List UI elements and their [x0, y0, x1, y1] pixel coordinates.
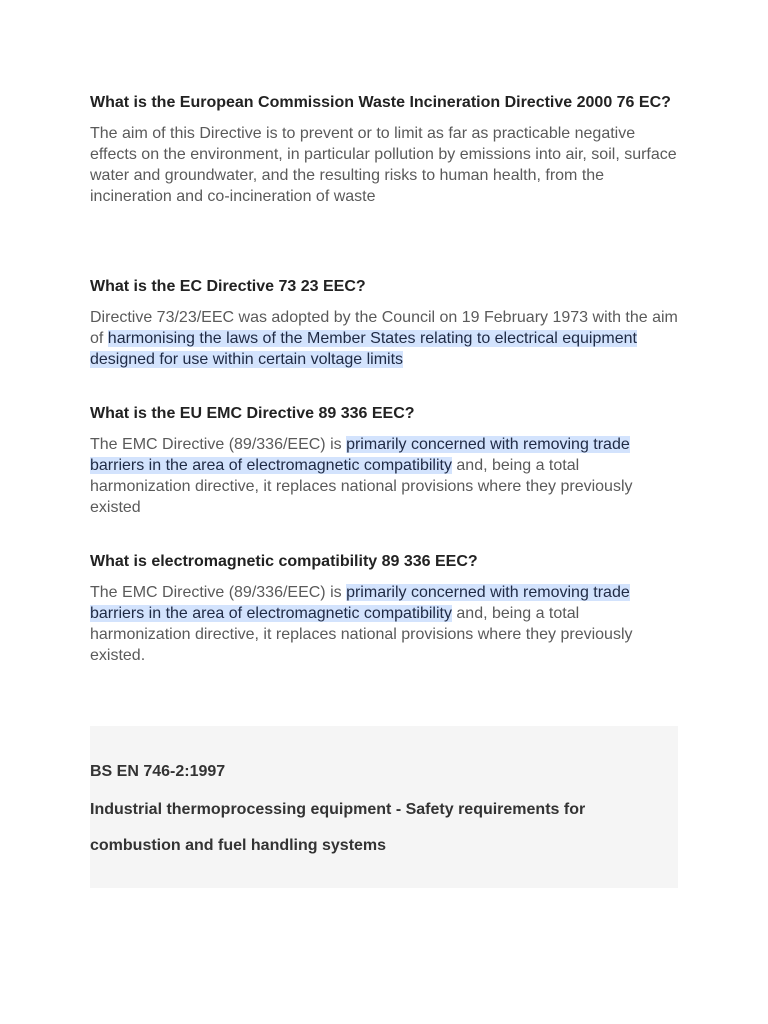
- answer-highlight: harmonising the laws of the Member States relating to electrical equipment designed for use within certain voltage limits: [90, 330, 637, 368]
- qa-item: [90, 92, 678, 207]
- answer-highlight: primarily concerned with removing trade barriers in the area of electromagnetic compatibility: [90, 584, 630, 622]
- question-heading: What is electromagnetic compatibility 89 336 EEC?: [90, 553, 478, 570]
- answer-text-plain: and, being a total harmonization directive, it replaces national provisions where they previously existed: [90, 457, 633, 516]
- answer-highlight: primarily concerned with removing trade barriers in the area of electromagnetic compatibility: [90, 436, 630, 474]
- answer-text: [90, 582, 678, 666]
- answer-text-plain: and, being a total harmonization directive, it replaces national provisions where they previously existed.: [90, 605, 633, 664]
- question-heading: What is the EC Directive 73 23 EEC?: [90, 278, 366, 295]
- answer-text: The aim of this Directive is to prevent or to limit as far as practicable negative effects on the environment, in particular pollution by emissions into air, soil, surface water and groundwater, and the resulting risks to human health, from the incineration and co-incineration of waste: [90, 125, 677, 205]
- answer-text-plain: Directive 73/23/EEC was adopted by the Council on 19 February 1973 with the aim of: [90, 309, 678, 347]
- standard-code: BS EN 746-2:1997: [90, 763, 226, 780]
- standard-box: [90, 726, 678, 888]
- answer-text-plain: The EMC Directive (89/336/EEC) is: [90, 436, 347, 453]
- qa-item: [90, 276, 678, 370]
- question-heading: What is the EU EMC Directive 89 336 EEC?: [90, 405, 415, 422]
- answer-text: [90, 307, 678, 370]
- answer-text: [90, 434, 678, 518]
- question-heading: What is the European Commission Waste Incineration Directive 2000 76 EC?: [90, 94, 671, 111]
- answer-text-plain: The EMC Directive (89/336/EEC) is: [90, 584, 347, 601]
- qa-item: [90, 551, 678, 666]
- qa-item: [90, 403, 678, 518]
- standard-title: Industrial thermoprocessing equipment - Safety requirements for combustion and fuel handling systems: [90, 801, 586, 854]
- qa-list: [90, 92, 678, 666]
